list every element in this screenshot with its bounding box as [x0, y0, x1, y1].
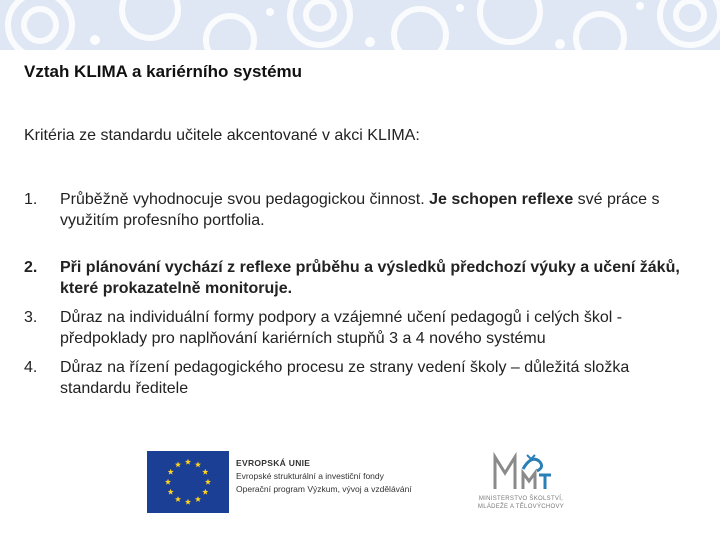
- eu-star: [168, 489, 174, 495]
- list-item-text: Při plánování vychází z reflexe průběhu a výsledků předchozí výuky a učení žáků, které prokazatelně monitoruje.: [60, 259, 680, 297]
- eu-star: [195, 496, 201, 502]
- list-item-text-normal: Průběžně vyhodnocuje svou pedagogickou činnost.: [60, 191, 430, 208]
- msmt-logo: [465, 451, 577, 513]
- msmt-logo-text: [465, 495, 577, 511]
- eu-stars-icon: [147, 451, 229, 513]
- footer-logos: [147, 451, 577, 513]
- list-item-number: 1.: [24, 191, 38, 208]
- list-item-text-after: své práce s využitím profesního portfolia.: [60, 191, 660, 229]
- eu-star: [175, 461, 181, 467]
- eu-star: [165, 479, 171, 485]
- eu-star: [195, 461, 201, 467]
- list-item-text: Důraz na individuální formy podpory a vzájemné učení pedagogů i celých škol -předpoklady pro naplňování kariérních stupňů 3 a 4 nového systému: [60, 309, 623, 347]
- eu-line-1: EVROPSKÁ UNIE: [236, 458, 311, 468]
- eu-star: [185, 459, 191, 465]
- eu-star: [202, 489, 208, 495]
- eu-star: [175, 496, 181, 502]
- eu-star: [202, 469, 208, 475]
- header-banner: [0, 0, 720, 50]
- eu-star: [185, 499, 191, 505]
- list-item: [24, 307, 704, 349]
- list-item-text-bold: Je schopen reflexe: [429, 191, 574, 208]
- list-item-number: 3.: [24, 309, 38, 326]
- eu-logo-text: [236, 457, 412, 496]
- list-item: [24, 189, 704, 231]
- eu-flag-icon: [147, 451, 229, 513]
- eu-line-3: Operační program Výzkum, vývoj a vzdělávání: [236, 484, 412, 494]
- eu-line-2: Evropské strukturální a investiční fondy: [236, 471, 384, 481]
- list-item-text: [60, 189, 704, 231]
- intro-text: Kritéria ze standardu učitele akcentované v akci KLIMA:: [24, 127, 420, 144]
- msmt-logo-icon: [465, 451, 577, 495]
- slide-title: Vztah KLIMA a kariérního systému: [24, 62, 303, 81]
- msmt-line-1: MINISTERSTVO ŠKOLSTVÍ,: [478, 496, 564, 502]
- msmt-line-2: MLÁDEŽE A TĚLOVÝCHOVY: [477, 504, 565, 510]
- list-item: [24, 357, 704, 399]
- criteria-list: [24, 189, 704, 399]
- list-item-number: 4.: [24, 359, 38, 376]
- list-item: [24, 257, 704, 299]
- list-item-number: 2.: [24, 259, 38, 276]
- eu-star: [205, 479, 211, 485]
- list-item-text: Důraz na řízení pedagogického procesu ze strany vedení školy – důležitá složka standardu ředitele: [60, 359, 630, 397]
- eu-star: [168, 469, 174, 475]
- banner-pattern: [0, 0, 720, 50]
